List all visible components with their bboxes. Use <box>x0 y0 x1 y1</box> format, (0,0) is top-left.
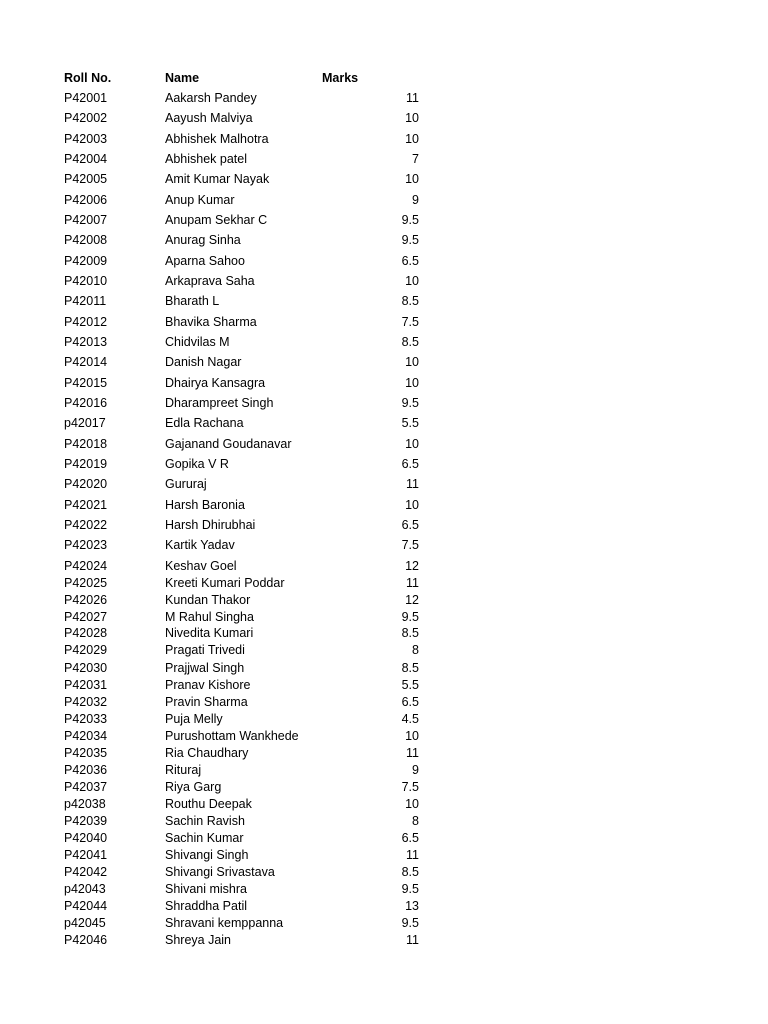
table-row <box>0 881 768 897</box>
name-cell: Pranav Kishore <box>165 678 251 692</box>
table-row <box>0 660 768 676</box>
marks-cell: 6.5 <box>401 831 419 845</box>
roll-no-cell: P42026 <box>64 593 108 607</box>
name-cell: Aparna Sahoo <box>165 254 245 268</box>
table-row <box>0 558 768 574</box>
name-cell: Aakarsh Pandey <box>165 91 257 105</box>
marks-cell: 9.5 <box>401 882 419 896</box>
roll-no-cell: P42005 <box>64 172 108 186</box>
name-cell: Shravani kemppanna <box>165 916 284 930</box>
roll-no-cell: P42028 <box>64 626 108 640</box>
table-row <box>0 415 768 431</box>
table-row <box>0 375 768 391</box>
name-cell: Kundan Thakor <box>165 593 251 607</box>
marks-cell: 10 <box>405 437 419 451</box>
marks-cell: 9.5 <box>401 610 419 624</box>
table-row <box>0 517 768 533</box>
name-cell: Routhu Deepak <box>165 797 252 811</box>
marks-cell: 10 <box>405 274 419 288</box>
roll-no-cell: P42030 <box>64 661 108 675</box>
roll-no-cell: P42010 <box>64 274 108 288</box>
marks-cell: 8.5 <box>401 661 419 675</box>
roll-no-cell: P42027 <box>64 610 108 624</box>
name-cell: Kreeti Kumari Poddar <box>165 576 285 590</box>
name-cell: Chidvilas M <box>165 335 230 349</box>
name-cell: Arkaprava Saha <box>165 274 255 288</box>
roll-no-cell: P42042 <box>64 865 108 879</box>
roll-no-cell: P42021 <box>64 498 108 512</box>
table-row <box>0 497 768 513</box>
name-cell: Pravin Sharma <box>165 695 248 709</box>
marks-cell: 5.5 <box>401 416 419 430</box>
name-cell: Shivani mishra <box>165 882 247 896</box>
header-marks: Marks <box>322 71 359 85</box>
roll-no-cell: P42039 <box>64 814 108 828</box>
table-row <box>0 625 768 641</box>
table-row <box>0 932 768 948</box>
header-roll-no: Roll No. <box>64 71 112 85</box>
marks-cell: 10 <box>405 355 419 369</box>
name-cell: Danish Nagar <box>165 355 242 369</box>
marks-cell: 10 <box>405 729 419 743</box>
table-row <box>0 476 768 492</box>
name-cell: Abhishek patel <box>165 152 248 166</box>
marks-cell: 13 <box>405 899 419 913</box>
roll-no-cell: P42035 <box>64 746 108 760</box>
marks-cell: 11 <box>406 848 419 862</box>
name-cell: M Rahul Singha <box>165 610 254 624</box>
roll-no-cell: P42032 <box>64 695 108 709</box>
marks-cell: 7.5 <box>401 780 419 794</box>
table-row <box>0 90 768 106</box>
name-cell: Anup Kumar <box>165 193 235 207</box>
roll-no-cell: P42006 <box>64 193 108 207</box>
name-cell: Shreya Jain <box>165 933 232 947</box>
name-cell: Bharath L <box>165 294 220 308</box>
name-cell: Gajanand Goudanavar <box>165 437 292 451</box>
table-row <box>0 813 768 829</box>
name-cell: Puja Melly <box>165 712 223 726</box>
marks-cell: 7 <box>412 152 419 166</box>
roll-no-cell: P42009 <box>64 254 108 268</box>
table-row <box>0 232 768 248</box>
table-row <box>0 609 768 625</box>
table-row <box>0 537 768 553</box>
name-cell: Shraddha Patil <box>165 899 248 913</box>
marks-cell: 8.5 <box>401 335 419 349</box>
marks-cell: 7.5 <box>401 315 419 329</box>
table-row <box>0 192 768 208</box>
marks-cell: 11 <box>406 477 419 491</box>
name-cell: Rituraj <box>165 763 202 777</box>
roll-no-cell: P42031 <box>64 678 108 692</box>
marks-cell: 5.5 <box>401 678 419 692</box>
table-row <box>0 273 768 289</box>
table-row <box>0 314 768 330</box>
roll-no-cell: P42020 <box>64 477 108 491</box>
marks-cell: 10 <box>405 172 419 186</box>
table-row <box>0 745 768 761</box>
table-row <box>0 592 768 608</box>
marks-cell: 11 <box>406 576 419 590</box>
table-row <box>0 334 768 350</box>
table-row <box>0 847 768 863</box>
table-row <box>0 677 768 693</box>
table-row <box>0 293 768 309</box>
name-cell: Harsh Baronia <box>165 498 245 512</box>
name-cell: Harsh Dhirubhai <box>165 518 256 532</box>
table-row <box>0 151 768 167</box>
marks-cell: 8 <box>412 814 419 828</box>
roll-no-cell: P42044 <box>64 899 108 913</box>
roll-no-cell: P42037 <box>64 780 108 794</box>
marks-cell: 12 <box>405 559 419 573</box>
roll-no-cell: P42041 <box>64 848 108 862</box>
table-row <box>0 131 768 147</box>
roll-no-cell: P42016 <box>64 396 108 410</box>
name-cell: Purushottam Wankhede <box>165 729 299 743</box>
roll-no-cell: P42046 <box>64 933 108 947</box>
marks-cell: 7.5 <box>401 538 419 552</box>
roll-no-cell: P42003 <box>64 132 108 146</box>
roll-no-cell: P42004 <box>64 152 108 166</box>
table-row <box>0 456 768 472</box>
header-name: Name <box>165 71 200 85</box>
name-cell: Shivangi Singh <box>165 848 249 862</box>
name-cell: Abhishek Malhotra <box>165 132 269 146</box>
roll-no-cell: p42017 <box>64 416 106 430</box>
roll-no-cell: P42018 <box>64 437 108 451</box>
marks-cell: 6.5 <box>401 518 419 532</box>
roll-no-cell: p42045 <box>64 916 106 930</box>
table-row <box>0 171 768 187</box>
header-row <box>0 70 768 86</box>
name-cell: Gururaj <box>165 477 207 491</box>
roll-no-cell: P42015 <box>64 376 108 390</box>
roll-no-cell: P42007 <box>64 213 108 227</box>
marks-cell: 9 <box>412 763 419 777</box>
marks-cell: 8 <box>412 643 419 657</box>
table-row <box>0 354 768 370</box>
name-cell: Kartik Yadav <box>165 538 235 552</box>
marks-cell: 6.5 <box>401 457 419 471</box>
name-cell: Aayush Malviya <box>165 111 253 125</box>
marks-cell: 9.5 <box>401 396 419 410</box>
name-cell: Dharampreet Singh <box>165 396 274 410</box>
table-row <box>0 762 768 778</box>
table-row <box>0 110 768 126</box>
table-row <box>0 642 768 658</box>
table-row <box>0 253 768 269</box>
name-cell: Pragati Trivedi <box>165 643 245 657</box>
table-row <box>0 711 768 727</box>
marks-cell: 11 <box>406 91 419 105</box>
roll-no-cell: P42011 <box>64 294 107 308</box>
marks-cell: 11 <box>406 933 419 947</box>
name-cell: Sachin Ravish <box>165 814 245 828</box>
name-cell: Gopika V R <box>165 457 229 471</box>
marks-cell: 11 <box>406 746 419 760</box>
marks-cell: 9.5 <box>401 233 419 247</box>
name-cell: Shivangi Srivastava <box>165 865 275 879</box>
roll-no-cell: P42040 <box>64 831 108 845</box>
marks-cell: 10 <box>405 111 419 125</box>
name-cell: Sachin Kumar <box>165 831 244 845</box>
marks-cell: 10 <box>405 498 419 512</box>
table-row <box>0 395 768 411</box>
roll-no-cell: P42013 <box>64 335 108 349</box>
roll-no-cell: P42029 <box>64 643 108 657</box>
roll-no-cell: P42019 <box>64 457 108 471</box>
table-row <box>0 864 768 880</box>
name-cell: Amit Kumar Nayak <box>165 172 270 186</box>
table-row <box>0 436 768 452</box>
roll-no-cell: P42012 <box>64 315 108 329</box>
name-cell: Nivedita Kumari <box>165 626 254 640</box>
marks-cell: 9.5 <box>401 916 419 930</box>
name-cell: Edla Rachana <box>165 416 244 430</box>
table-row <box>0 212 768 228</box>
table-row <box>0 728 768 744</box>
marks-cell: 12 <box>405 593 419 607</box>
marks-cell: 8.5 <box>401 294 419 308</box>
name-cell: Riya Garg <box>165 780 222 794</box>
marks-cell: 10 <box>405 376 419 390</box>
roll-no-cell: P42034 <box>64 729 108 743</box>
marks-cell: 10 <box>405 132 419 146</box>
roll-no-cell: P42008 <box>64 233 108 247</box>
roll-no-cell: P42024 <box>64 559 108 573</box>
table-row <box>0 694 768 710</box>
name-cell: Ria Chaudhary <box>165 746 249 760</box>
name-cell: Prajjwal Singh <box>165 661 245 675</box>
marks-cell: 6.5 <box>401 695 419 709</box>
marks-cell: 9 <box>412 193 419 207</box>
marks-cell: 10 <box>405 797 419 811</box>
marks-cell: 9.5 <box>401 213 419 227</box>
roll-no-cell: P42001 <box>64 91 108 105</box>
roll-no-cell: P42022 <box>64 518 108 532</box>
table-row <box>0 830 768 846</box>
marks-cell: 8.5 <box>401 865 419 879</box>
marks-cell: 6.5 <box>401 254 419 268</box>
table-row <box>0 779 768 795</box>
table-row <box>0 575 768 591</box>
roll-no-cell: P42002 <box>64 111 108 125</box>
name-cell: Anurag Sinha <box>165 233 241 247</box>
name-cell: Dhairya Kansagra <box>165 376 266 390</box>
name-cell: Anupam Sekhar C <box>165 213 268 227</box>
table-row <box>0 796 768 812</box>
table-row <box>0 915 768 931</box>
name-cell: Keshav Goel <box>165 559 237 573</box>
roll-no-cell: P42025 <box>64 576 108 590</box>
roll-no-cell: p42038 <box>64 797 106 811</box>
table-row <box>0 898 768 914</box>
roll-no-cell: P42023 <box>64 538 108 552</box>
marks-cell: 8.5 <box>401 626 419 640</box>
marks-cell: 4.5 <box>401 712 419 726</box>
roll-no-cell: P42036 <box>64 763 108 777</box>
roll-no-cell: P42014 <box>64 355 108 369</box>
name-cell: Bhavika Sharma <box>165 315 257 329</box>
roll-no-cell: P42033 <box>64 712 108 726</box>
roll-no-cell: p42043 <box>64 882 106 896</box>
